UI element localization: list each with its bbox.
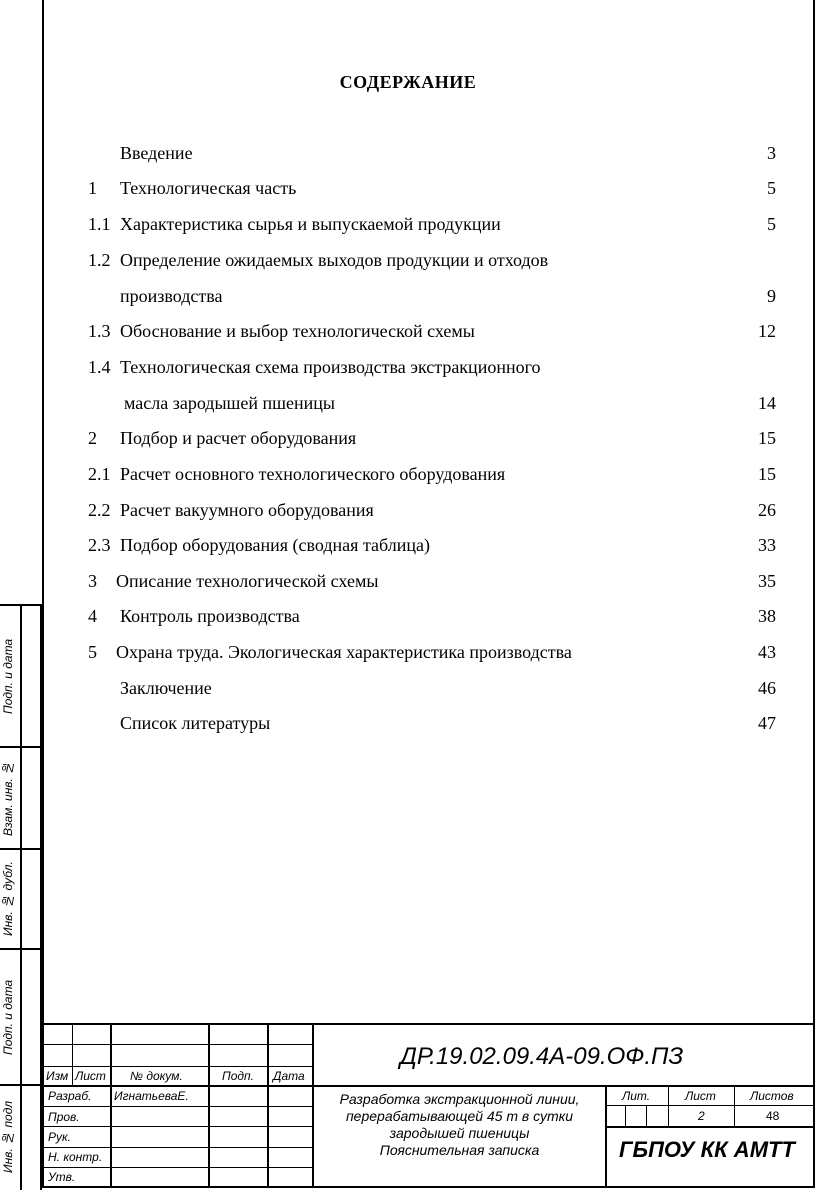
toc-page-number: 14 <box>758 393 776 413</box>
toc-page-number: 38 <box>758 606 776 626</box>
toc-number: 2.3 <box>88 535 111 555</box>
sheet-number: 2 <box>698 1109 705 1123</box>
developer-name: ИгнатьеваЕ. <box>114 1089 189 1103</box>
side-label-vzam-inv: Взам. инв. № <box>1 760 15 836</box>
toc-number: 5 <box>88 642 97 662</box>
toc-number: 1 <box>88 178 97 198</box>
toc-number: 2.1 <box>88 464 111 484</box>
row-razrab: Разраб. <box>48 1089 92 1103</box>
toc-number: 1.2 <box>88 250 111 270</box>
row-n-kontr: Н. контр. <box>48 1150 103 1164</box>
toc-entry-text: Расчет вакуумного оборудования <box>120 500 374 520</box>
toc-entry-text: Технологическая часть <box>120 178 297 198</box>
toc-page-number: 3 <box>767 143 776 163</box>
toc-page-number: 43 <box>758 642 776 662</box>
toc-page-number: 5 <box>767 178 776 198</box>
toc-number: 2 <box>88 428 97 448</box>
toc-entry-text: Введение <box>120 143 193 163</box>
side-label-podp-data-top: Подп. и дата <box>1 638 15 714</box>
toc-page-number: 12 <box>758 321 776 341</box>
toc-page-number: 5 <box>767 214 776 234</box>
toc-page-number: 9 <box>767 286 776 306</box>
sheet-label: Лист <box>685 1089 716 1103</box>
organization-name: ГБПОУ КК АМТТ <box>619 1137 795 1162</box>
toc-page-number: 47 <box>758 713 776 733</box>
toc-page-number: 15 <box>758 464 776 484</box>
toc-page-number: 46 <box>758 678 776 698</box>
toc-number: 3 <box>88 571 97 591</box>
sheets-label: Листов <box>750 1089 794 1103</box>
document-code: ДР.19.02.09.4А-09.ОФ.ПЗ <box>400 1043 684 1070</box>
toc-entry-text: производства <box>120 286 223 306</box>
toc-entry-text: масла зародышей пшеницы <box>124 393 336 413</box>
header-dokum: № докум. <box>130 1069 183 1083</box>
toc-number: 1.3 <box>88 321 111 341</box>
toc-entry-text: Охрана труда. Экологическая характеристика производства <box>116 642 572 662</box>
toc-number: 1.1 <box>88 214 111 234</box>
toc-entry-text: Подбор и расчет оборудования <box>120 428 357 448</box>
document-description: Разработка экстракционной линии, перерабатывающей 45 т в сутки зародышей пшеницы Пояснительная записка <box>339 1091 580 1158</box>
row-prov: Пров. <box>48 1110 80 1124</box>
toc-entry-text: Описание технологической схемы <box>116 571 379 591</box>
side-label-inv-podl: Инв. № подл <box>1 1100 15 1174</box>
header-list: Лист <box>75 1069 106 1083</box>
side-label-podp-data-bottom: Подп. и дата <box>1 979 15 1055</box>
toc-entry-text: Заключение <box>120 678 212 698</box>
toc-entry-text: Обоснование и выбор технологической схемы <box>120 321 475 341</box>
lit-label: Лит. <box>622 1089 651 1103</box>
toc-entry-text: Технологическая схема производства экстракционного <box>120 357 541 377</box>
toc-number: 2.2 <box>88 500 111 520</box>
header-izm: Изм <box>46 1069 69 1083</box>
toc-number: 1.4 <box>88 357 111 377</box>
toc-entry-text: Определение ожидаемых выходов продукции и отходов <box>120 250 549 270</box>
header-data: Дата <box>273 1069 305 1083</box>
toc-page-number: 26 <box>758 500 776 520</box>
sheets-total: 48 <box>766 1109 780 1123</box>
toc-entry-text: Список литературы <box>120 713 271 733</box>
row-ruk: Рук. <box>48 1130 72 1144</box>
side-label-inv-dubl: Инв. № дубл. <box>1 861 15 937</box>
toc-page-number: 15 <box>758 428 776 448</box>
header-podp: Подп. <box>222 1069 254 1083</box>
row-utv: Утв. <box>48 1170 76 1184</box>
toc-entry-text: Характеристика сырья и выпускаемой продукции <box>120 214 501 234</box>
toc-page-number: 33 <box>758 535 776 555</box>
toc-entry-text: Расчет основного технологического оборудования <box>120 464 506 484</box>
toc-number: 4 <box>88 606 97 626</box>
page-title: СОДЕРЖАНИЕ <box>339 72 477 92</box>
toc-page-number: 35 <box>758 571 776 591</box>
toc-entry-text: Подбор оборудования (сводная таблица) <box>120 535 430 555</box>
toc-entry-text: Контроль производства <box>120 606 300 626</box>
